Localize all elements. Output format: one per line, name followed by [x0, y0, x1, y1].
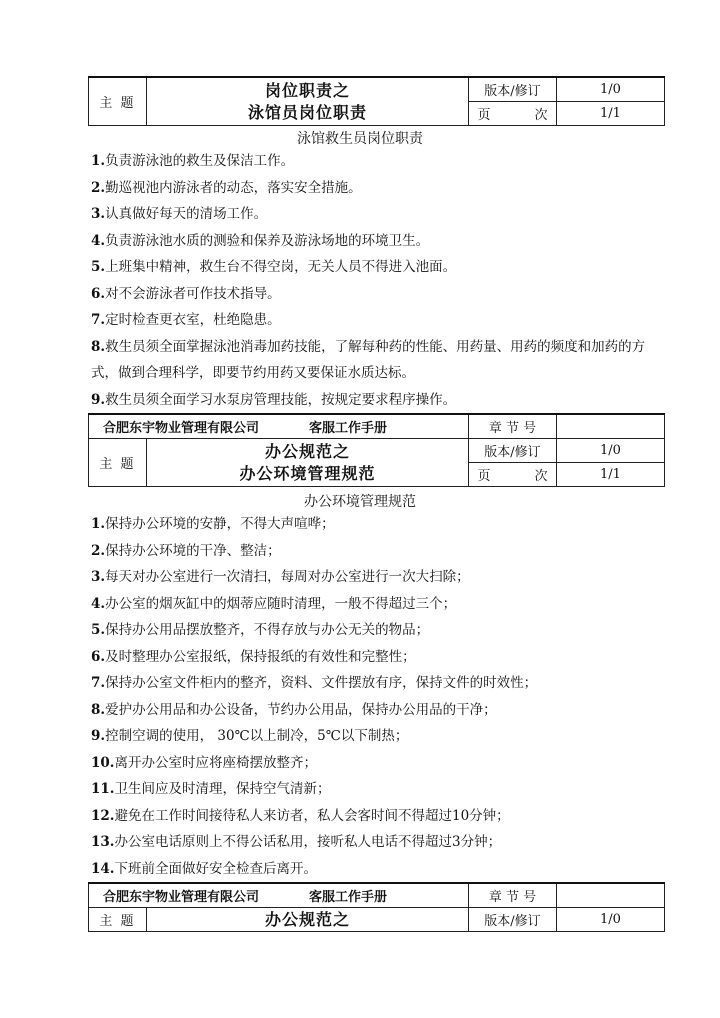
- chapter-label: 章 节 号: [469, 883, 557, 908]
- page-label-a: 页: [477, 469, 491, 484]
- list-item: [91, 670, 651, 697]
- item-text: 卫生间应及时清理，保持空气清新；: [114, 781, 331, 797]
- item-number: 2.: [91, 542, 106, 559]
- item-number: 8.: [91, 701, 106, 718]
- item-text: 保持办公用品摆放整齐，不得存放与办公无关的物品；: [105, 622, 430, 638]
- title-line-1: 办公规范之: [264, 441, 350, 461]
- list-item: [91, 201, 651, 228]
- item-number: 4.: [91, 232, 106, 249]
- subject-label: 主 题: [89, 908, 147, 932]
- list-item: [91, 511, 651, 538]
- company-row: [89, 414, 469, 439]
- item-number: 4.: [91, 595, 106, 612]
- item-text: 负责游泳池的救生及保洁工作。: [105, 153, 295, 169]
- version-value: 1/0: [557, 77, 665, 102]
- list-item: [91, 750, 651, 777]
- item-text: 救生员须全面掌握泳池消毒加药技能，了解每种药的性能、用药量、用药的频度和加药的方式，做到合理科学，即要节约用药又要保证水质达标。: [91, 338, 646, 381]
- page-label: [469, 102, 557, 126]
- list-item: [91, 591, 651, 618]
- header-table-2: [88, 413, 665, 487]
- item-number: 5.: [91, 622, 106, 638]
- item-number: 9.: [91, 728, 106, 744]
- section-title-2: 办公环境管理规范: [304, 494, 416, 510]
- list-item: [91, 538, 651, 565]
- item-text: 认真做好每天的清场工作。: [105, 206, 268, 222]
- list-item: [91, 281, 651, 308]
- manual-name: 客服工作手册: [309, 890, 388, 905]
- title-line-1: 办公规范之: [264, 909, 350, 929]
- list-item: [91, 829, 651, 856]
- company-row: [89, 883, 469, 908]
- item-text: 下班前全面做好安全检查后离开。: [114, 860, 317, 877]
- item-text: 爱护办公用品和办公设备，节约办公用品，保持办公用品的干净；: [105, 701, 497, 718]
- item-text: 办公室的烟灰缸中的烟蒂应随时清理，一般不得超过三个；: [105, 595, 457, 612]
- item-text: 控制空调的使用， 30℃以上制冷，5℃以下制热；: [105, 728, 409, 744]
- item-number: 3.: [91, 569, 106, 585]
- item-text: 对不会游泳者可作技术指导。: [105, 285, 281, 302]
- company-name: 合肥东宇物业管理有限公司: [103, 421, 260, 436]
- version-value: 1/0: [557, 908, 665, 932]
- item-text: 负责游泳池水质的测验和保养及游泳场地的环境卫生。: [105, 232, 430, 249]
- title-line-1: 岗位职责之: [264, 80, 350, 100]
- list-item: [91, 697, 651, 724]
- item-number: 12.: [91, 807, 115, 824]
- subject-label: 主 题: [89, 439, 147, 487]
- page-label-a: 页: [477, 108, 491, 123]
- item-text: 办公室电话原则上不得公话私用，接听私人电话不得超过3分钟；: [114, 834, 502, 850]
- item-number: 6.: [91, 648, 106, 665]
- chapter-value: [557, 883, 665, 908]
- list-item: [91, 254, 651, 281]
- version-value: 1/0: [557, 439, 665, 463]
- document-title: [147, 908, 469, 932]
- item-number: 7.: [91, 312, 106, 328]
- header-table-1: [88, 76, 665, 126]
- list-item: [91, 856, 651, 883]
- item-number: 3.: [91, 206, 106, 222]
- list-item: [91, 776, 651, 803]
- list-item: [91, 228, 651, 255]
- item-number: 13.: [91, 834, 115, 850]
- company-name: 合肥东宇物业管理有限公司: [103, 890, 260, 905]
- item-text: 保持办公环境的安静，不得大声喧哗；: [105, 516, 335, 532]
- item-text: 及时整理办公室报纸，保持报纸的有效性和完整性；: [105, 648, 416, 665]
- chapter-label: 章 节 号: [469, 414, 557, 439]
- item-number: 1.: [91, 516, 106, 532]
- document-title: [147, 439, 469, 487]
- section-title-1: 泳馆救生员岗位职责: [297, 131, 423, 147]
- page-label-b: 次: [534, 469, 548, 484]
- list-item: [91, 387, 651, 414]
- item-number: 6.: [91, 285, 106, 302]
- header-table-3: [88, 882, 665, 932]
- rule-list-2: [91, 511, 651, 882]
- item-text: 勤巡视池内游泳者的动态，落实安全措施。: [105, 179, 362, 196]
- item-text: 保持办公室文件柜内的整齐，资料、文件摆放有序，保持文件的时效性；: [105, 675, 538, 691]
- item-number: 5.: [91, 259, 106, 275]
- document-title: [147, 77, 469, 126]
- version-label: 版本/修订: [469, 908, 557, 932]
- page-label: [469, 463, 557, 487]
- title-line-2: 泳馆员岗位职责: [247, 102, 367, 122]
- page-label-b: 次: [534, 108, 548, 123]
- item-number: 10.: [91, 754, 115, 771]
- list-item: [91, 148, 651, 175]
- item-text: 救生员须全面学习水泵房管理技能，按规定要求程序操作。: [105, 391, 457, 408]
- chapter-value: [557, 414, 665, 439]
- subject-label: 主 题: [89, 77, 147, 126]
- item-number: 1.: [91, 153, 106, 169]
- item-number: 2.: [91, 179, 106, 196]
- item-text: 离开办公室时应将座椅摆放整齐；: [114, 754, 317, 771]
- item-text: 上班集中精神，救生台不得空岗，无关人员不得进入池面。: [105, 259, 457, 275]
- list-item: [91, 723, 651, 750]
- item-number: 14.: [91, 860, 115, 877]
- list-item: [91, 564, 651, 591]
- page-value: 1/1: [557, 102, 665, 126]
- item-text: 每天对办公室进行一次清扫，每周对办公室进行一次大扫除；: [105, 569, 470, 585]
- item-text: 避免在工作时间接待私人来访者，私人会客时间不得超过10分钟；: [114, 807, 510, 824]
- list-item: [91, 803, 651, 830]
- title-line-2: 办公环境管理规范: [239, 463, 376, 483]
- item-text: 保持办公环境的干净、整洁；: [105, 542, 281, 559]
- list-item: [91, 644, 651, 671]
- item-number: 7.: [91, 675, 106, 691]
- item-text: 定时检查更衣室，杜绝隐患。: [105, 312, 281, 328]
- list-item: [91, 334, 651, 387]
- item-number: 11.: [91, 781, 115, 797]
- version-label: 版本/修订: [469, 439, 557, 463]
- list-item: [91, 307, 651, 334]
- list-item: [91, 617, 651, 644]
- duty-list-1: [91, 148, 651, 413]
- item-number: 9.: [91, 391, 106, 408]
- version-label: 版本/修订: [469, 77, 557, 102]
- manual-name: 客服工作手册: [309, 421, 388, 436]
- item-number: 8.: [91, 338, 106, 355]
- list-item: [91, 175, 651, 202]
- page-value: 1/1: [557, 463, 665, 487]
